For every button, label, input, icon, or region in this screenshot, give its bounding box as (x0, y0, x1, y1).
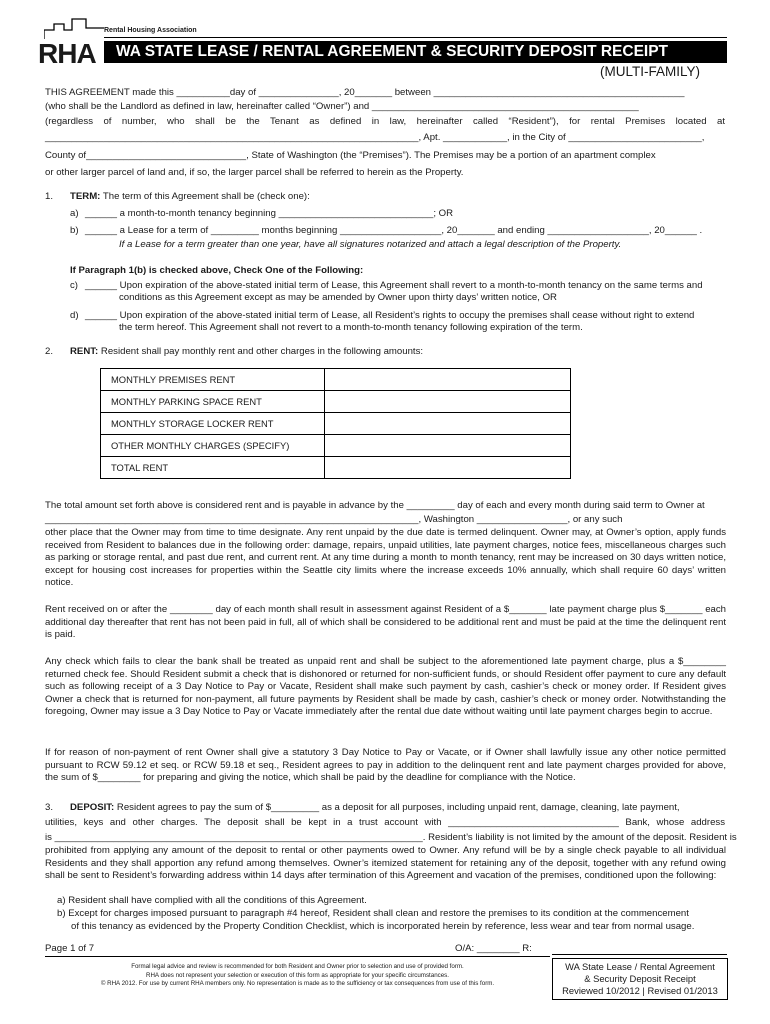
rent-para-1-rest: other place that the Owner may from time to time designate. Any rent unpaid by the due date is termed delinquent. Owner may, at Owner’s option, apply funds received from Resident to balances due in the following order: damage, repairs, unpaid utilities, late payment charges, notice fees, miscellaneous charges such as parking or storage rental, and past due rent, and current rent. At any time during a month to month tenancy, rent may be increased on 30 days written notice, except for housing cost increases for properties within the Seattle city limits where the increase exceeds 10% annually, which shall require 60 days’ written notice. (45, 527, 726, 589)
rent-row-label: MONTHLY PARKING SPACE RENT (101, 391, 325, 413)
rent-para-1-line-1: The total amount set forth above is considered rent and is payable in advance by the _________ day of each and every month during said term to Owner at (45, 500, 705, 511)
deposit-line-3: is _____________________________________________________________________. Resident’s liability is not limited by the amount of the deposit. Resident is (45, 832, 737, 843)
term-a-option: ______ a month-to-month tenancy beginning _____________________________; OR (85, 208, 454, 219)
rent-para-notice-fee: If for reason of non-payment of rent Owner shall give a statutory 3 Day Notice to Pay or Vacate, or if Owner shall lawfully issue any other notice permitted pursuant to RCW 59.12 et seq. or RCW 59.18 et seq., Resident agrees to pay in addition to the delinquent rent and late payment charges provided for above, the sum of $________ for preparing and giving the notice, which shall be paid by the deadline for compliance with the Notice. (45, 747, 726, 784)
rent-para-late-charge: Rent received on or after the ________ day of each month shall result in assessment against Resident of a $_______ late payment charge plus $_______ each additional day thereafter that rent has not been paid in full, all of which shall be considered to be additional rent and must be paid at the time the delinquent rent is paid. (45, 604, 726, 641)
rent-row-premises (101, 369, 571, 391)
intro-line-6: or other larger parcel of land and, if so, the larger parcel shall be referred to herein as the Property. (45, 167, 464, 178)
footer-rule-right (552, 954, 727, 955)
rent-amount-field[interactable] (325, 413, 571, 435)
form-revision-box (552, 958, 728, 1000)
rent-text: Resident shall pay monthly rent and other charges in the following amounts: (100, 346, 424, 357)
deposit-text: Resident agrees to pay the sum of $_________ as a deposit for all purposes, including unpaid rent, damage, cleaning, late payment, (116, 802, 680, 813)
rent-row-label: TOTAL RENT (101, 457, 325, 479)
logo-text: RHA (38, 38, 96, 69)
intro-line-2: (who shall be the Landlord as defined in law, hereinafter called “Owner”) and __________________________________________________ (45, 101, 639, 112)
form-name-line-1: WA State Lease / Rental Agreement (565, 961, 715, 972)
disclaimer-line-2: RHA does not represent your selection or execution of this form as appropriate for your specific circumstances. (146, 971, 449, 979)
rent-number: 2. (45, 346, 54, 357)
rent-amount-field[interactable] (325, 391, 571, 413)
header-rule (104, 37, 727, 38)
rent-row-label: MONTHLY STORAGE LOCKER RENT (101, 413, 325, 435)
rent-row-label: OTHER MONTHLY CHARGES (SPECIFY) (101, 435, 325, 457)
rent-row-parking (101, 391, 571, 413)
term-c-line-2: conditions as this Agreement except as may be amended by Owner upon thirty days’ written notice, OR (119, 292, 557, 303)
deposit-para: prohibited from applying any amount of the deposit to rental or other payments owed to Owner. Any refund will be by a single check payable to all individual Residents and they shall apportion any refund among themselves. Owner’s itemized statement for retaining any of the deposit, together with any refund owing shall be sent to Resident’s forwarding address within 14 days after termination of this Agreement and vacation of the premises, conditioned upon the following: (45, 845, 726, 882)
form-name-line-2: & Security Deposit Receipt (584, 973, 696, 984)
disclaimer-line-1: Formal legal advice and review is recommended for both Resident and Owner prior to selection and use of provided form. (131, 963, 464, 970)
footer-disclaimer (45, 963, 550, 989)
term-c-label: c) (70, 280, 78, 291)
rent-table (100, 368, 571, 479)
intro-line-3: (regardless of number, who shall be the Tenant as defined in law, hereinafter called “Resident”), for rental Premises located at (45, 116, 725, 127)
page-number: Page 1 of 7 (45, 943, 95, 954)
rent-section (70, 346, 423, 358)
term-section (70, 191, 310, 203)
document-subtitle: (MULTI-FAMILY) (600, 64, 700, 79)
rent-row-other (101, 435, 571, 457)
rent-amount-field[interactable] (325, 457, 571, 479)
initials-line: O/A: ________ R: (455, 943, 532, 954)
term-c-line-1: ______ Upon expiration of the above-stated initial term of Lease, this Agreement shall revert to a month-to-month tenancy on the same terms and (85, 280, 703, 291)
deposit-heading: DEPOSIT: (70, 802, 115, 813)
footer-rule-left (45, 956, 550, 957)
term-if-heading: If Paragraph 1(b) is checked above, Check One of the Following: (70, 265, 364, 276)
term-b-label: b) (70, 225, 79, 236)
rent-row-total (101, 457, 571, 479)
term-d-label: d) (70, 310, 79, 321)
term-b-option: ______ a Lease for a term of _________ months beginning ___________________, 20_______ and ending ___________________, 20______ . (85, 225, 703, 236)
rent-row-label: MONTHLY PREMISES RENT (101, 369, 325, 391)
rent-heading: RENT: (70, 346, 99, 357)
term-number: 1. (45, 191, 54, 202)
rent-para-1-line-2: ______________________________________________________________________, Washington _________________, or any such (45, 514, 623, 525)
intro-line-1: THIS AGREEMENT made this __________day of _______________, 20_______ between _______________________________________________ (45, 87, 685, 98)
rent-amount-field[interactable] (325, 435, 571, 457)
association-name: Rental Housing Association (104, 27, 197, 34)
deposit-number: 3. (45, 802, 54, 813)
document-title: WA STATE LEASE / RENTAL AGREEMENT & SECURITY DEPOSIT RECEIPT (104, 41, 727, 63)
disclaimer-line-3: © RHA 2012. For use by current RHA members only. No representation is made as to the sufficiency or tax consequences from use of this form. (100, 980, 495, 988)
term-a-label: a) (70, 208, 79, 219)
term-heading: TERM: (70, 191, 101, 202)
revision-dates: Reviewed 10/2012 | Revised 01/2013 (562, 985, 718, 996)
deposit-condition-b-2: of this tenancy as evidenced by the Property Condition Checklist, which is incorporated herein by reference, less wear and tear from normal usage. (71, 921, 695, 932)
intro-line-4: ______________________________________________________________________, Apt. ____________, in the City of _________________________, (45, 132, 705, 143)
term-d-line-2: the term hereof. This Agreement shall not revert to a month-to-month tenancy following expiration of the term. (119, 322, 583, 333)
rent-amount-field[interactable] (325, 369, 571, 391)
rha-logo (38, 18, 104, 69)
deposit-condition-a: a) Resident shall have complied with all the conditions of this Agreement. (57, 895, 367, 906)
house-roofline-icon (44, 18, 104, 40)
term-d-line-1: ______ Upon expiration of the above-stated initial term of Lease, all Resident’s rights to occupy the premises shall cease without right to extend (85, 310, 695, 321)
deposit-line-1 (70, 802, 680, 814)
rent-row-storage (101, 413, 571, 435)
term-text: The term of this Agreement shall be (check one): (102, 191, 310, 202)
deposit-condition-b-1: b) Except for charges imposed pursuant to paragraph #4 hereof, Resident shall clean and restore the premises to its condition at the commencement (57, 908, 689, 919)
deposit-line-2: utilities, keys and other charges. The deposit shall be kept in a trust account with ________________________________ Bank, whose address (45, 817, 725, 828)
term-b-note: If a Lease for a term greater than one year, have all signatures notarized and attach a legal description of the Property. (119, 239, 622, 250)
intro-line-5: County of______________________________, State of Washington (the “Premises”). The Premises may be a portion of an apartment complex (45, 150, 656, 161)
rent-para-returned-check: Any check which fails to clear the bank shall be treated as unpaid rent and shall be subject to the aforementioned late payment charge, plus a $________ returned check fee. Should Resident submit a check that is dishonored or returned for non-sufficient funds, or should Resident offer payment to cure any default such as following receipt of a 3 Day Notice to Pay or Vacate, Resident shall make such payment by cash, cashier’s check or money order. If Resident gives Owner a check that is returned for non-payment, all future payments by Resident shall be made by cash, cashier’s check or money order. Notwithstanding the foregoing, Owner may issue a 3 Day Notice to Pay or Vacate immediately after the rental due date without waiting until late payment charges begin to accrue. (45, 656, 726, 718)
